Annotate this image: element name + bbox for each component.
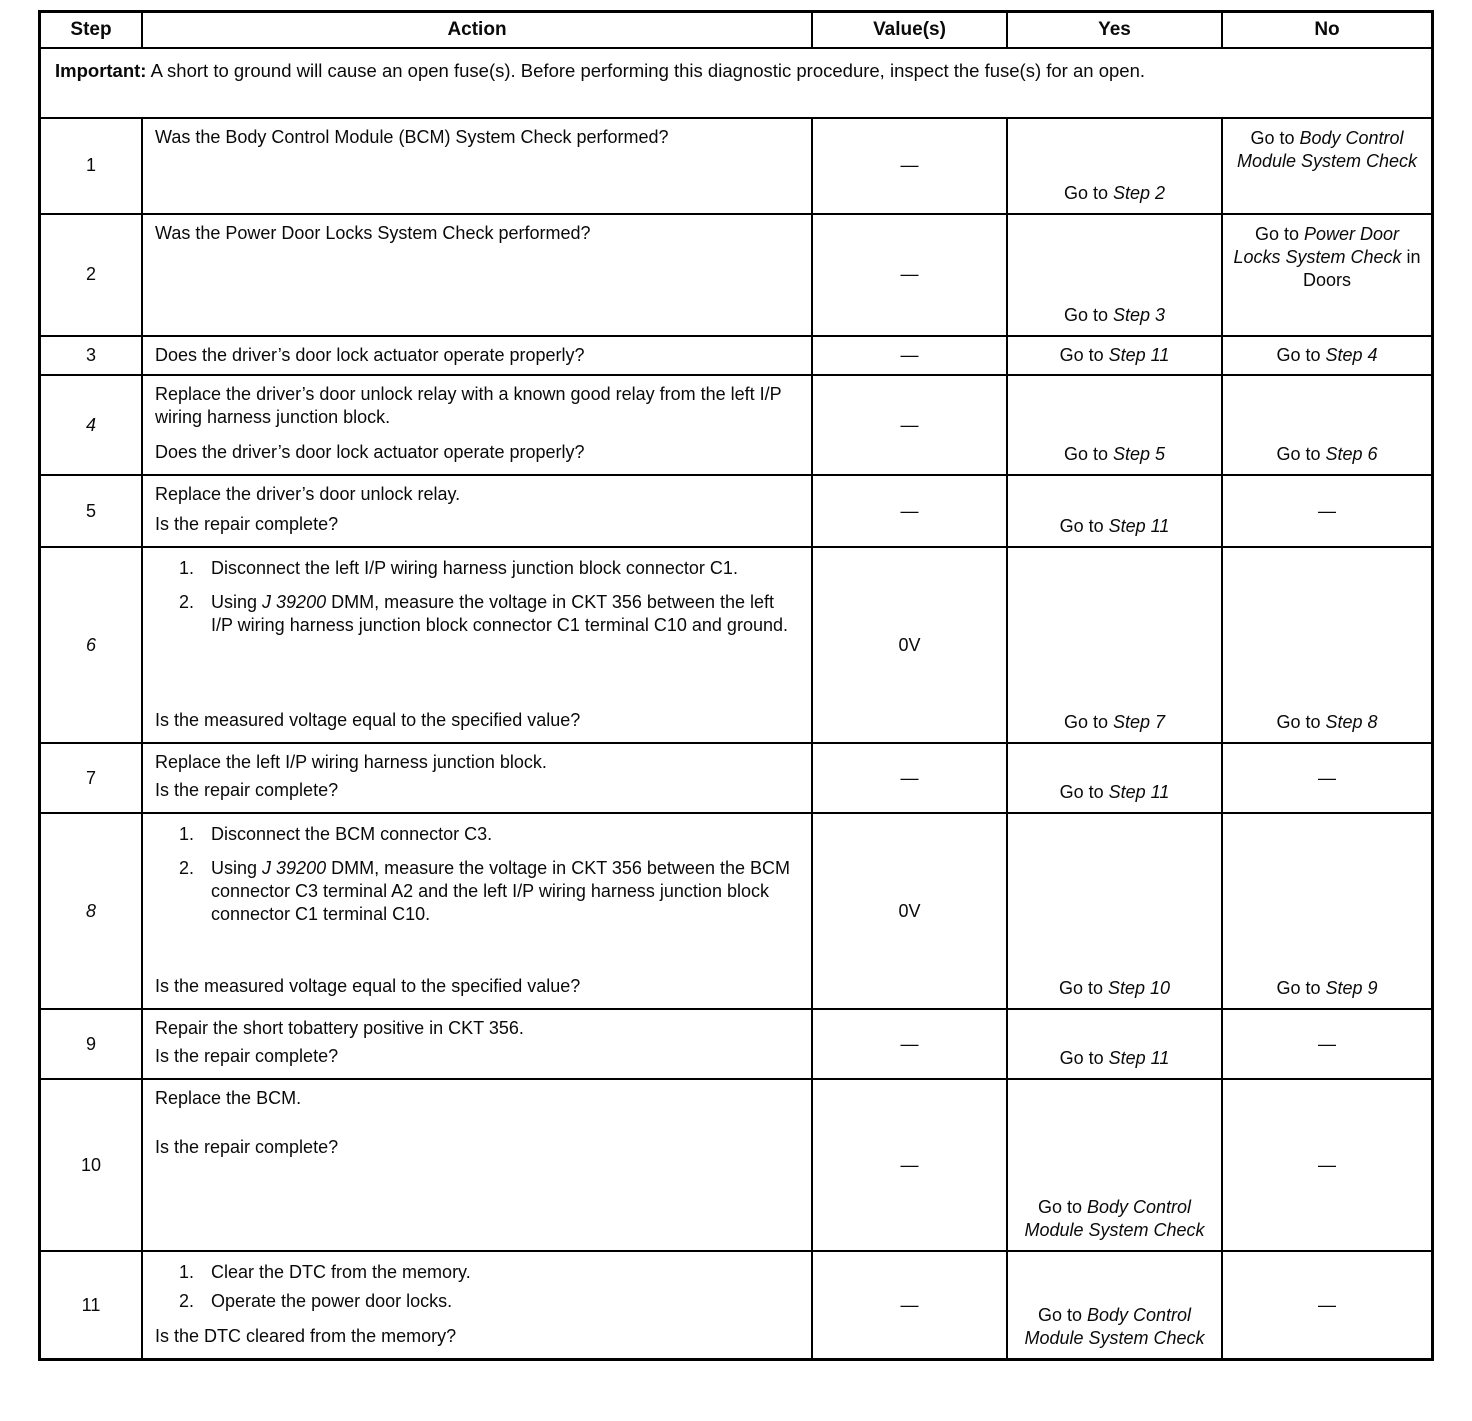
step-number: 1 — [85, 155, 96, 176]
item-pre: Operate the power door locks. — [211, 1291, 453, 1312]
goto-pre: Go to — [1059, 782, 1109, 802]
goto-text — [1064, 711, 1165, 734]
goto-italic: Body Control Module System Check — [1024, 1304, 1205, 1348]
step-cell — [41, 744, 141, 812]
action-cell — [141, 1080, 811, 1250]
item-pre: Disconnect the BCM connector C3. — [211, 824, 493, 845]
diagnostic-table — [38, 10, 1434, 1361]
goto-text — [1064, 182, 1165, 205]
item-text — [211, 857, 795, 926]
yes-column-header: Yes — [1006, 13, 1221, 47]
action-item — [179, 591, 795, 637]
yes-cell — [1006, 814, 1221, 1008]
no-cell — [1221, 548, 1431, 742]
item-text — [211, 1290, 795, 1313]
goto-text — [1233, 223, 1421, 292]
value-text: — — [900, 155, 919, 176]
action-text: Was the Body Control Module (BCM) System Check performed? — [155, 127, 669, 147]
step-number: 11 — [81, 1294, 101, 1315]
value-text: — — [900, 767, 919, 788]
action-text: Replace the driver’s door unlock relay. — [155, 484, 461, 505]
item-italic: J 39200 — [262, 592, 327, 613]
no-cell — [1221, 119, 1431, 213]
action-text: Replace the BCM. — [155, 1088, 302, 1109]
step-number: 10 — [80, 1154, 102, 1175]
action-cell — [141, 744, 811, 812]
action-text: Repair the short tobattery positive in CKT 356. — [155, 1018, 524, 1039]
action-question: Does the driver’s door lock actuator operate properly? — [155, 442, 585, 462]
important-note — [41, 49, 1431, 117]
value-cell — [811, 476, 1006, 546]
action-cell — [141, 548, 811, 742]
no-cell — [1221, 376, 1431, 474]
action-question: Is the measured voltage equal to the specified value? — [155, 710, 581, 730]
step-cell — [41, 476, 141, 546]
goto-pre: — — [1318, 767, 1336, 788]
step-number: 5 — [85, 500, 96, 521]
step-cell — [41, 814, 141, 1008]
table-row — [41, 546, 1431, 742]
value-text: 0V — [898, 634, 921, 655]
goto-italic: Power Door Locks System Check — [1233, 224, 1402, 268]
value-text: — — [900, 264, 919, 285]
no-cell — [1221, 1252, 1431, 1358]
item-italic: J 39200 — [262, 858, 327, 879]
goto-italic: Step 5 — [1112, 444, 1166, 464]
goto-italic: Body Control Module System Check — [1236, 128, 1418, 172]
action-item — [179, 857, 795, 926]
table-row — [41, 742, 1431, 812]
value-cell — [811, 1080, 1006, 1250]
item-number: 1. — [179, 824, 195, 845]
no-cell — [1221, 476, 1431, 546]
item-text — [211, 591, 795, 637]
goto-text — [1318, 1294, 1336, 1317]
goto-italic: Step 11 — [1108, 345, 1170, 365]
goto-text — [1318, 1154, 1336, 1177]
goto-italic: Step 4 — [1325, 345, 1378, 365]
step-column-header: Step — [70, 18, 112, 40]
step-number: 7 — [85, 767, 96, 788]
value-text: — — [900, 1294, 919, 1315]
goto-text — [1276, 711, 1377, 734]
no-column-header: No — [1221, 13, 1431, 47]
yes-cell — [1006, 1252, 1221, 1358]
important-label: Important: — [55, 60, 147, 81]
goto-text — [1018, 1304, 1211, 1350]
action-question: Is the DTC cleared from the memory? — [155, 1326, 457, 1346]
goto-pre: Go to — [1058, 978, 1108, 998]
action-item — [179, 823, 795, 846]
goto-text — [1276, 977, 1377, 1000]
item-text — [211, 823, 795, 846]
action-cell — [141, 215, 811, 335]
goto-italic: Step 9 — [1325, 978, 1378, 998]
goto-pre: Go to — [1276, 444, 1326, 464]
goto-text — [1060, 781, 1170, 804]
item-pre: Using — [211, 592, 263, 613]
goto-pre: Go to — [1063, 712, 1113, 732]
goto-pre: Go to — [1059, 345, 1109, 365]
action-column-header: Action — [141, 13, 811, 47]
no-cell — [1221, 744, 1431, 812]
step-cell — [41, 1252, 141, 1358]
table-row — [41, 117, 1431, 213]
yes-cell — [1006, 1010, 1221, 1078]
goto-text — [1018, 1196, 1211, 1242]
value-cell — [811, 1252, 1006, 1358]
goto-pre: Go to — [1276, 978, 1326, 998]
goto-italic: Body Control Module System Check — [1024, 1196, 1205, 1240]
goto-italic: Step 3 — [1112, 304, 1166, 325]
table-row — [41, 374, 1431, 474]
goto-text — [1318, 1033, 1336, 1056]
goto-italic: Step 10 — [1107, 978, 1171, 998]
action-text: Does the driver’s door lock actuator operate properly? — [155, 345, 585, 365]
value-cell — [811, 1010, 1006, 1078]
goto-text — [1059, 977, 1170, 1000]
item-number: 1. — [179, 1262, 195, 1283]
step-number: 8 — [85, 900, 96, 921]
goto-post: in Doors — [1302, 247, 1421, 291]
goto-text — [1064, 443, 1165, 466]
action-cell — [141, 1010, 811, 1078]
goto-pre: — — [1318, 500, 1336, 521]
action-item — [179, 557, 795, 580]
goto-pre: Go to — [1059, 516, 1109, 536]
goto-pre: Go to — [1254, 224, 1304, 244]
important-note-row — [41, 47, 1431, 117]
action-question: Is the repair complete? — [155, 1046, 339, 1066]
goto-pre: Go to — [1276, 345, 1326, 365]
goto-text — [1060, 344, 1170, 367]
yes-cell — [1006, 119, 1221, 213]
value-cell — [811, 814, 1006, 1008]
item-text — [211, 557, 795, 580]
values-column-header: Value(s) — [811, 13, 1006, 47]
table-row — [41, 812, 1431, 1008]
yes-cell — [1006, 476, 1221, 546]
action-text: Replace the driver’s door unlock relay with a known good relay from the left I/P wiring harness junction block. — [155, 384, 782, 428]
goto-pre: Go to — [1037, 1196, 1087, 1217]
step-number: 2 — [85, 264, 96, 285]
yes-cell — [1006, 1080, 1221, 1250]
action-question: Is the measured voltage equal to the specified value? — [155, 976, 581, 996]
goto-pre: Go to — [1059, 1048, 1109, 1068]
value-text: 0V — [898, 900, 921, 921]
action-text: Replace the left I/P wiring harness junction block. — [155, 752, 547, 773]
goto-text — [1276, 344, 1377, 367]
step-number: 3 — [85, 345, 96, 365]
item-number: 2. — [179, 1291, 195, 1312]
no-cell — [1221, 337, 1431, 374]
goto-pre: Go to — [1037, 1304, 1087, 1325]
action-cell — [141, 476, 811, 546]
goto-text — [1064, 304, 1165, 327]
value-cell — [811, 119, 1006, 213]
goto-pre: Go to — [1276, 712, 1326, 732]
step-number: 6 — [85, 634, 96, 655]
action-question: Is the repair complete? — [155, 1137, 339, 1158]
yes-cell — [1006, 337, 1221, 374]
goto-text — [1318, 500, 1336, 523]
goto-pre: — — [1318, 1033, 1336, 1054]
step-cell — [41, 1010, 141, 1078]
no-cell — [1221, 1010, 1431, 1078]
item-text — [211, 1261, 795, 1284]
goto-text — [1233, 127, 1421, 173]
value-cell — [811, 744, 1006, 812]
goto-text — [1276, 443, 1377, 466]
goto-pre: — — [1318, 1294, 1336, 1315]
goto-italic: Step 11 — [1108, 782, 1170, 802]
goto-text — [1060, 515, 1170, 538]
step-cell — [41, 119, 141, 213]
action-text: Was the Power Door Locks System Check performed? — [155, 223, 591, 243]
goto-italic: Step 7 — [1112, 712, 1166, 732]
goto-pre: Go to — [1063, 444, 1113, 464]
item-post: DMM, measure the voltage in CKT 356 between the BCM connector C3 terminal A2 and the left I/P wiring harness junction block connector C1 terminal C10. — [211, 858, 790, 925]
goto-italic: Step 8 — [1325, 712, 1378, 732]
table-row — [41, 1008, 1431, 1078]
yes-cell — [1006, 215, 1221, 335]
table-row — [41, 474, 1431, 546]
yes-cell — [1006, 548, 1221, 742]
action-question: Is the repair complete? — [155, 514, 339, 534]
goto-text — [1060, 1047, 1170, 1070]
item-pre: Using — [211, 858, 263, 879]
step-number: 4 — [85, 414, 96, 435]
step-cell — [41, 548, 141, 742]
goto-italic: Step 11 — [1108, 1048, 1170, 1068]
item-number: 1. — [179, 558, 195, 579]
goto-text — [1318, 767, 1336, 790]
goto-italic: Step 6 — [1325, 444, 1378, 464]
item-pre: Disconnect the left I/P wiring harness junction block connector C1. — [211, 558, 738, 579]
no-cell — [1221, 215, 1431, 335]
table-row — [41, 1250, 1431, 1358]
no-cell — [1221, 814, 1431, 1008]
action-cell — [141, 814, 811, 1008]
item-pre: Clear the DTC from the memory. — [211, 1262, 471, 1283]
goto-italic: Step 2 — [1112, 182, 1166, 203]
value-text: — — [900, 414, 919, 435]
yes-cell — [1006, 376, 1221, 474]
goto-pre: Go to — [1250, 128, 1300, 148]
action-item — [179, 1261, 795, 1284]
value-text: — — [900, 1154, 919, 1175]
action-cell — [141, 119, 811, 213]
goto-italic: Step 11 — [1108, 516, 1170, 536]
table-row — [41, 335, 1431, 374]
goto-pre: Go to — [1063, 182, 1113, 203]
action-item — [179, 1290, 795, 1313]
action-question: Is the repair complete? — [155, 780, 339, 800]
value-cell — [811, 215, 1006, 335]
item-number: 2. — [179, 858, 195, 879]
step-number: 9 — [85, 1033, 96, 1054]
value-cell — [811, 548, 1006, 742]
item-number: 2. — [179, 592, 195, 613]
yes-cell — [1006, 744, 1221, 812]
step-cell — [41, 337, 141, 374]
action-cell — [141, 376, 811, 474]
important-text: A short to ground will cause an open fuse(s). Before performing this diagnostic procedure, inspect the fuse(s) for an open. — [146, 60, 1145, 81]
no-cell — [1221, 1080, 1431, 1250]
goto-pre: — — [1318, 1154, 1336, 1175]
step-cell — [41, 1080, 141, 1250]
value-cell — [811, 376, 1006, 474]
action-cell — [141, 337, 811, 374]
value-text: — — [900, 500, 919, 521]
table-row — [41, 213, 1431, 335]
step-cell — [41, 215, 141, 335]
table-header-row — [41, 13, 1431, 47]
action-cell — [141, 1252, 811, 1358]
table-row — [41, 1078, 1431, 1250]
value-text: — — [900, 1033, 919, 1054]
value-text: — — [900, 345, 919, 365]
value-cell — [811, 337, 1006, 374]
goto-pre: Go to — [1063, 304, 1113, 325]
step-cell — [41, 376, 141, 474]
item-post: DMM, measure the voltage in CKT 356 between the left I/P wiring harness junction block connector C1 terminal C10 and ground. — [211, 592, 788, 636]
